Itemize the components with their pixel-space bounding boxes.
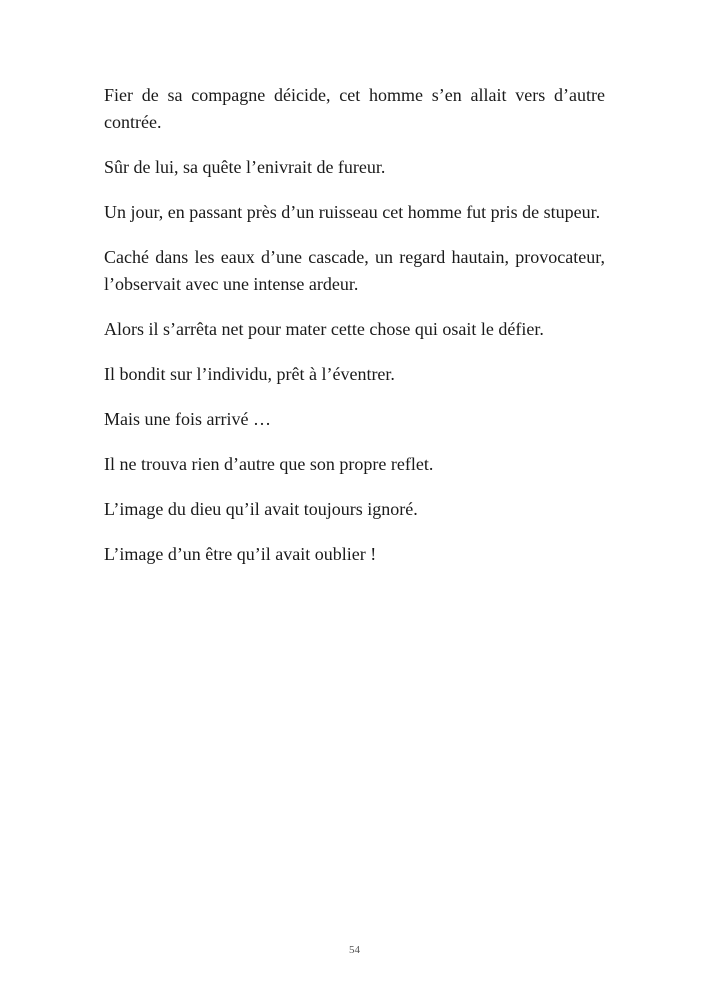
paragraph-3: Un jour, en passant près d’un ruisseau cet homme fut pris de stupeur. <box>104 202 601 222</box>
paragraph-7: Mais une fois arrivé … <box>104 409 271 429</box>
paragraph-4: Caché dans les eaux d’une cascade, un regard hautain, provocateur, l’observait avec une intense ardeur. <box>104 247 605 294</box>
paragraph-1: Fier de sa compagne déicide, cet homme s’en allait vers d’autre contrée. <box>104 85 605 132</box>
paragraph-10: L’image d’un être qu’il avait oublier ! <box>104 544 377 564</box>
text-body <box>104 82 605 586</box>
page-number: 54 <box>349 944 360 956</box>
paragraph-2: Sûr de lui, sa quête l’enivrait de fureur. <box>104 157 386 177</box>
paragraph-8: Il ne trouva rien d’autre que son propre reflet. <box>104 454 434 474</box>
paragraph-6: Il bondit sur l’individu, prêt à l’éventrer. <box>104 364 395 384</box>
paragraph-5: Alors il s’arrêta net pour mater cette chose qui osait le défier. <box>104 319 544 339</box>
paragraph-9: L’image du dieu qu’il avait toujours ignoré. <box>104 499 418 519</box>
